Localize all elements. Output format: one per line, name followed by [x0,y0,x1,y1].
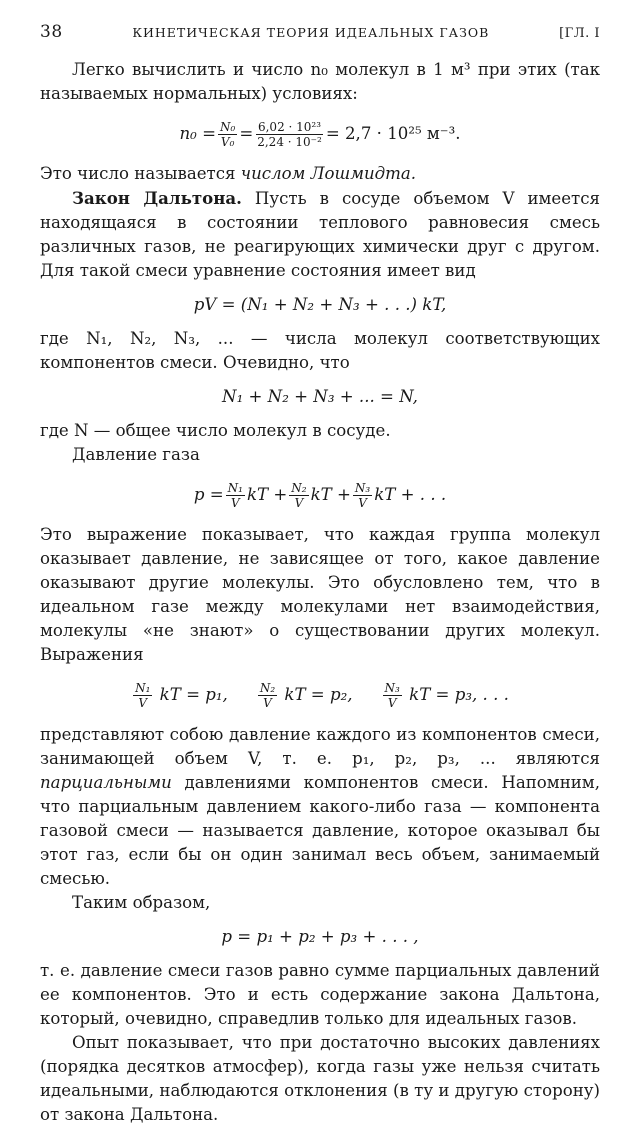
paragraph-total-n: где N — общее число молекул в сосуде. [40,421,391,440]
formula-dalton-sum: p = p₁ + p₂ + p₃ + . . . , [221,927,419,946]
fraction-denominator: V [138,695,148,710]
fraction-numerator: N₃ [354,480,371,495]
fraction-denominator: 2,24 · 10⁻² [257,134,322,149]
fraction-numerator: N₃ [384,680,400,695]
partial-pressure-2 [256,681,353,710]
fraction-numerator: N₂ [259,680,276,695]
fraction-denominator: V₀ [220,134,235,149]
paragraph-thus: Таким образом, [72,893,211,912]
fraction-numerator: N₂ [291,480,307,495]
running-title: КИНЕТИЧЕСКАЯ ТЕОРИЯ ИДЕАЛЬНЫХ ГАЗОВ [132,25,490,40]
formula-sum-n: N₁ + N₂ + N₃ + ... = N, [222,387,418,406]
formula-term: kT = p₃, . . . [409,684,509,704]
fraction-numerator: N₁ [227,480,243,495]
formula-term: kT + [246,485,288,504]
partial-pressure-3 [381,681,509,710]
formula-pressure-sum [40,473,600,517]
book-page [40,20,600,1127]
partial-pressure-1 [131,681,228,710]
paragraph-pressure: Давление газа [72,445,200,464]
page-number: 38 [40,22,63,42]
formula-equals: = [239,124,254,143]
fraction-numerator: 6,02 · 10²³ [257,119,322,134]
fraction-numerator: N₁ [135,680,151,695]
formula-loschmidt [40,112,600,156]
formula-term: kT = p₁, [159,684,228,704]
paragraph-independence: Это выражение показывает, что каждая группа молекул оказывает давление, не зависящее от того, какое давление оказывают другие молекулы. Это обусловлено тем, что в идеальном газе между молекулами нет взаимодействия, молекулы «не знают» о существовании других молекул. Выражения [40,525,600,664]
fraction-n3-v [383,681,402,710]
chapter-label: [ГЛ. I [559,26,600,41]
fraction-n3-v [353,481,372,510]
text-span: Это число называется [40,164,241,183]
fraction-denominator: V [263,695,272,710]
text-span: Пусть в сосуде объемом V имеется находящаяся в состоянии теплового равновесия смесь различных газов, не реагирующих химически друг с другом. Для такой смеси уравнение состояния имеет вид [40,189,600,280]
fraction-n2-v [258,681,277,710]
paragraph-loschmidt-name [40,162,600,186]
running-header [40,20,600,46]
fraction-numerator: N₀ [220,119,236,134]
text-span: давлениями компонентов смеси. Напомним, что парциальным давлением какого-либо газа — компонента газовой смеси — называется давление, которое оказывал бы этот газ, если бы он один занимал весь объем, занимаемый смесью. [40,773,600,888]
fraction-denominator: V [387,695,397,710]
fraction-denominator: V [294,495,304,510]
formula-term: kT + . . . [374,485,447,504]
paragraph-experiment: Опыт показывает, что при достаточно высоких давлениях (порядка десятков атмосфер), когда газы уже нельзя считать идеальными, наблюдаются отклонения (в ту и другую сторону) от закона Дальтона. [40,1033,600,1124]
fraction-avogadro [255,120,324,149]
fraction-denominator: V [230,495,240,510]
fraction-denominator: V [358,495,367,510]
formula-term: kT = p₂, [284,684,353,704]
fraction-n1-v [226,481,245,510]
paragraph-components: где N₁, N₂, N₃, ... — числа молекул соответствующих компонентов смеси. Очевидно, что [40,329,600,372]
paragraph-partial-definition [40,723,600,891]
paragraph-loschmidt-intro: Легко вычислить и число n₀ молекул в 1 м³ при этих (так называемых нормальных) условиях: [40,60,600,103]
paragraph-dalton-law [40,186,600,283]
italic-term: числом Лошмидта. [240,164,417,183]
text-span: представляют собою давление каждого из компонентов смеси, занимающей объем V, т. е. p₁, p₂, p₃, ... являются [40,725,600,768]
formula-term: kT + [310,485,351,504]
section-heading: Закон Дальтона. [72,188,242,208]
formula-partial-pressures [40,673,600,717]
formula-state-equation: pV = (N₁ + N₂ + N₃ + . . .) kT, [193,295,447,314]
italic-term: парциальными [40,773,172,792]
fraction-n2-v [289,481,308,510]
paragraph-dalton-statement: т. е. давление смеси газов равно сумме парциальных давлений ее компонентов. Это и есть содержание закона Дальтона, который, очевидно, справедлив только для идеальных газов. [40,961,600,1028]
formula-lhs: p = [193,485,224,504]
formula-lhs: n₀ = [179,124,217,143]
formula-result: = 2,7 · 10²⁵ м⁻³. [325,124,461,143]
fraction-n0-v0 [218,120,237,149]
fraction-n1-v [133,681,152,710]
